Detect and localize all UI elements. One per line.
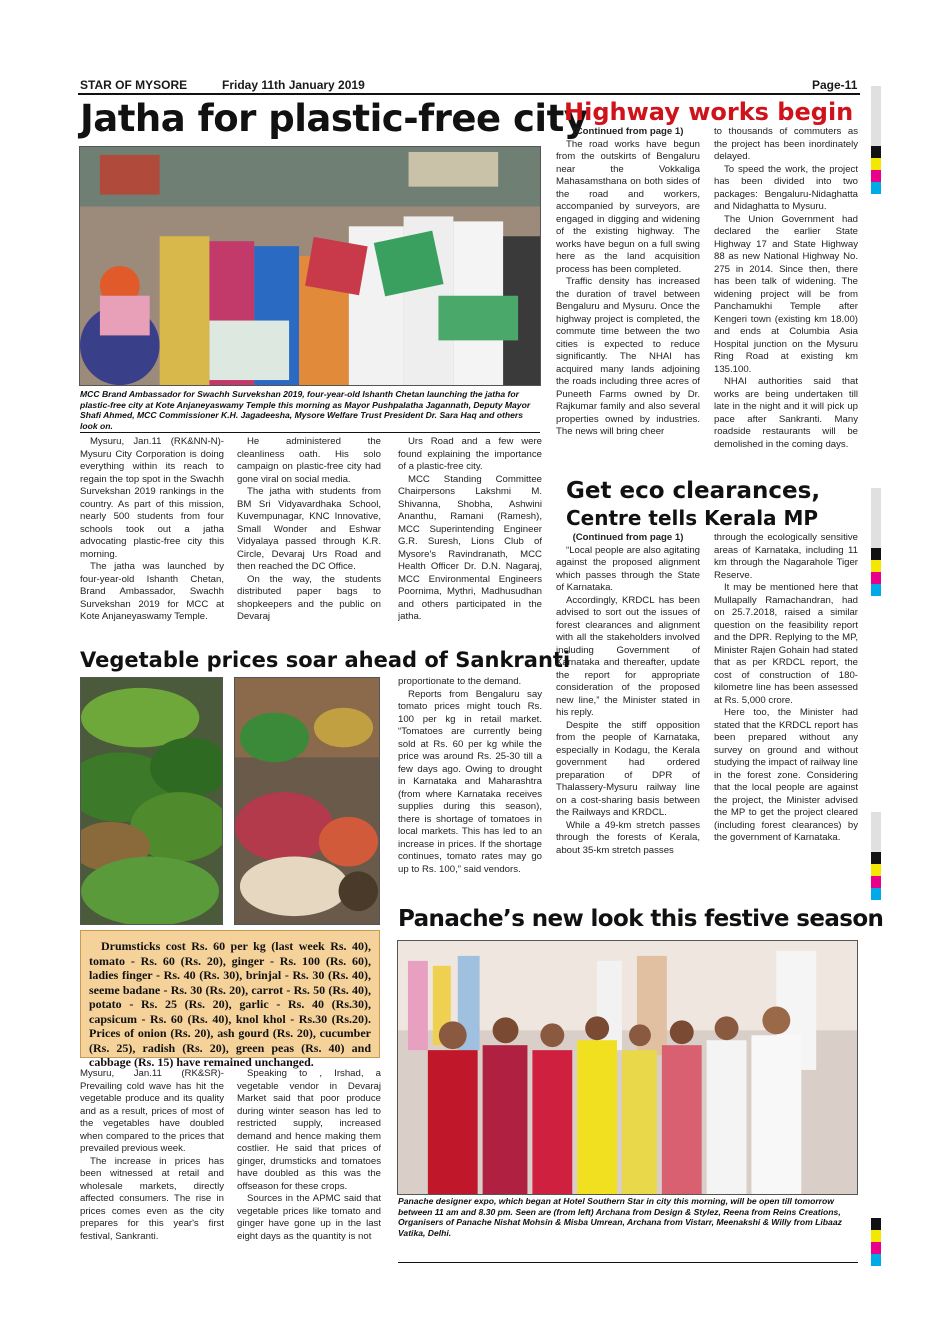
eco-paragraph: Despite the stiff opposition from the people of Karnataka, especially in Kodagu, the Kerala government had ordered preparation of DPR of Thalassery-Mysuru railway line on a cost-sharing basis between the Railways and KRDCL.	[556, 719, 700, 818]
eco-paragraph: through the ecologically sensitive areas of Karnataka, including 11 km through the Nagarahole Tiger Reserve.	[714, 532, 858, 581]
jatha-paragraph: He administered the cleanliness oath. His solo campaign on plastic-free city had gone viral on social media.	[237, 436, 381, 485]
veg-photo-left	[80, 677, 223, 925]
price-list-box	[80, 930, 380, 1069]
veg-column-right	[398, 676, 542, 898]
page-number: Page-11	[812, 78, 858, 92]
registration-strip-bottom	[871, 1218, 881, 1266]
highway-headline: Highway works begin	[564, 98, 854, 126]
price-list-text: Drumsticks cost Rs. 60 per kg (last week Rs. 40), tomato - Rs. 60 (Rs. 20), ginger - Rs. 100 (Rs. 60), ladies finger - Rs. 40 (Rs. 30), brinjal - Rs. 30 (Rs. 40), seeme badane - Rs. 30 (Rs. 20), carrot - Rs. 50 (Rs. 40), potato - Rs. 25 (Rs. 20), garlic - Rs. 40 (Rs.30), capsicum - Rs. 60 (Rs. 40), knol khol - Rs.30 (Rs.20). Prices of onion (Rs. 20), ash gourd (Rs. 20), cucumber (Rs. 25), radish (Rs. 20), green peas (Rs. 40) and cabbage (Rs. 15) have remained unchanged.	[89, 939, 371, 1069]
veg-headline: Vegetable prices soar ahead of Sankranti	[80, 648, 571, 672]
panache-headline: Panache’s new look this festive season	[398, 906, 884, 932]
jatha-column-1	[80, 436, 224, 644]
veg-paragraph: Sources in the APMC said that vegetable prices like tomato and ginger have gone up in the last eight days as the quantity is not	[237, 1193, 381, 1242]
registration-strip-top	[871, 86, 881, 194]
jatha-paragraph: Urs Road and a few were found explaining the importance of a plastic-free city.	[398, 436, 542, 472]
jatha-caption: MCC Brand Ambassador for Swachh Survekshan 2019, four-year-old Ishanth Chetan launching the jatha for plastic-free city at Kote Anjaneyaswamy Temple this morning as Mayor Pushpalatha Jagannath, Deputy Mayor Shafi Ahmed, MCC Commissioner K.H. Jagadeesha, Mysore Welfare Trust President Dr. Sara Haq and others look on.	[80, 389, 531, 431]
jatha-paragraph: MCC Standing Committee Chairpersons Lakshmi M. Shivanna, Shobha, Ashwini Ananthu, Ramani (Ramesh), MCC Superintending Engineer G.R. Suresh, Lions Club of Mysore's Ravindranath, MCC Health Officer Dr. D.N. Nagaraj, MCC Environmental Engineers Poornima, Mythri, Madhusudhan and others participated in the jatha.	[398, 473, 542, 622]
eco-column-2	[714, 532, 858, 896]
veg-paragraph: Mysuru, Jan.11 (RK&SR)- Prevailing cold wave has hit the vegetable produce and its quality and as a result, prices of most of the vegetables have doubled when compared to the prices that prevailed previous week.	[80, 1068, 224, 1154]
eco-paragraph: It may be mentioned here that Mullapally Ramachandran, had on 25.7.2018, raised a similar question on the feasibility report and the DPR. Replying to the MP, Minister Rajen Gohain had stated that as per KRDCL report, the cost of construction of 180-kilometre line has been assessed at Rs. 5,000 crore.	[714, 582, 858, 706]
issue-date: Friday 11th January 2019	[222, 78, 365, 92]
eco-paragraph: Accordingly, KRDCL has been advised to sort out the issues of forest clearances and alignment with all the stakeholders involved including Government of Karnataka and thereafter, update the report for appropriate consideration of the proposed new line,” the Minister stated in his reply.	[556, 594, 700, 718]
veg-column-1	[80, 1068, 224, 1268]
registration-strip-middle	[871, 488, 881, 596]
eco-column-1	[556, 532, 700, 896]
eco-headline-line-2: Centre tells Kerala MP	[566, 506, 819, 530]
veg-paragraph: The increase in prices has been witnessed at retail and wholesale markets, directly affected consumers. The rise in prices comes even as the city prepares for this year's first festival, Sankranti.	[80, 1155, 224, 1242]
highway-column-1	[556, 126, 700, 478]
jatha-paragraph: The jatha with students from BM Sri Vidyavardhaka School, Kuvempunagar, KNC Innovative, Small Wonder and Eshwar Vidyalaya passed through K.R. Circle, Devaraj Urs Road and then reached the DC Office.	[237, 486, 381, 572]
newspaper-name: STAR OF MYSORE	[80, 78, 188, 92]
eco-paragraph: “Local people are also agitating against the proposed alignment which passes through the State of Karnataka.	[556, 544, 700, 593]
jatha-paragraph: On the way, the students distributed paper bags to shopkeepers and the public on Devaraj	[237, 573, 381, 622]
highway-paragraph: to thousands of commuters as the project has been inordinately delayed.	[714, 126, 858, 162]
jatha-paragraph: The jatha was launched by four-year-old Ishanth Chetan, Brand Ambassador, Swachh Survekshan 2019 for MCC at Kote Anjaneyaswamy Temple.	[80, 561, 224, 622]
panache-caption-rule	[398, 1262, 858, 1263]
veg-paragraph: Reports from Bengaluru say tomato prices might touch Rs. 100 per kg in retail market. “Tomatoes are currently being sold at Rs. 60 per kg while the price was around Rs. 25-30 till a few days ago. Owing to drought in Karnataka and Maharashtra (from where Karnataka receives supplies during this season), there is shortage of tomatoes in local markets. This has led to an increase in prices. If the shortage continues, tomato rates may go up to Rs. 100,” said vendors.	[398, 688, 542, 875]
eco-paragraph: Here too, the Minister had stated that the KRDCL report has been prepared without any survey on ground and without studying the impact of railway line in the forest zone. Considering that the local people are against the project, the Minister advised the MP to get the project cleared (including forest clearances) by the government of Karnataka.	[714, 707, 858, 843]
panache-photo	[397, 940, 858, 1195]
continued-label: (Continued from page 1)	[572, 532, 684, 543]
eco-headline-line-1: Get eco clearances,	[566, 478, 821, 504]
highway-paragraph: NHAI authorities said that works are being undertaken till late in the night and it will pick up pace after Sankranti. Many roadside restaurants will be demolished in the coming days.	[714, 376, 858, 450]
panache-caption: Panache designer expo, which began at Hotel Southern Star in city this morning, will be open till tomorrow between 11 am and 8.30 pm. Seen are (from left) Archana from Design & Stylez, Reena from Reins Creations, Organisers of Panache Nishat Mohsin & Misba Umrean, Archana from Vistarr, Meenakshi & Willy from Libaaz Vatika, Delhi.	[398, 1196, 842, 1238]
jatha-column-3	[398, 436, 542, 644]
jatha-headline: Jatha for plastic-free city	[80, 97, 588, 140]
continued-label: (Continued from page 1)	[572, 126, 684, 137]
veg-photo-right	[234, 677, 380, 925]
header-rule	[78, 93, 860, 95]
jatha-photo	[79, 146, 541, 386]
registration-strip-lower	[871, 812, 881, 900]
highway-paragraph: The Union Government had declared the earlier State Highway 17 and State Highway 88 as new National Highway No. 275 in 2014. Since then, there has been talk of widening. The widening project will be from Panchamukhi Temple after Kengeri town (existing km 18.00) and ends at Columbia Asia Hospital junction on the Mysuru Ring Road at existing km 135.100.	[714, 213, 858, 375]
highway-paragraph: Traffic density has increased the duration of travel between Bengaluru and Mysuru. Once the highway project is completed, the commute time between the two cities is expected to reduce significantly. The NHAI has acquired many lands adjoining the roads including three acres of Puneeth Farms owned by Dr. Rajkumar family and also several properties owned by industries. The news will bring cheer	[556, 276, 700, 437]
highway-column-2	[714, 126, 858, 478]
jatha-paragraph: Mysuru, Jan.11 (RK&NN-N)-Mysuru City Corporation is doing everything within its reach to regain the top spot in the Swachh Survekshan 2019 rankings in the country. As part of this mission, nearly 500 students from four schools took out a jatha advocating plastic-free city this morning.	[80, 436, 224, 560]
highway-paragraph: To speed the work, the project has been divided into two packages: Bengaluru-Nidaghatta and Nidaghatta to Mysuru.	[714, 163, 858, 212]
highway-paragraph: The road works have begun from the outskirts of Bengaluru near the Vokkaliga Mahasamsthana on both sides of the road and workers, accompanied by surveyors, are engaged in digging and widening of the existing highway. The works have begun on a full swing here as the land acquisition process has been completed.	[556, 138, 700, 275]
eco-paragraph: While a 49-km stretch passes through the forests of Kerala, about 35-km stretch passes	[556, 819, 700, 856]
jatha-caption-rule	[80, 432, 540, 433]
veg-column-2	[237, 1068, 381, 1268]
veg-paragraph: Speaking to , Irshad, a vegetable vendor in Devaraj Market said that poor produce during winter season has led to restricted supply, increased demand and hence making them costlier. He said that prices of ginger, drumsticks and tomatoes have doubled as this was the offseason for these crops.	[237, 1068, 381, 1192]
jatha-column-2	[237, 436, 381, 644]
veg-paragraph: proportionate to the demand.	[398, 676, 522, 687]
